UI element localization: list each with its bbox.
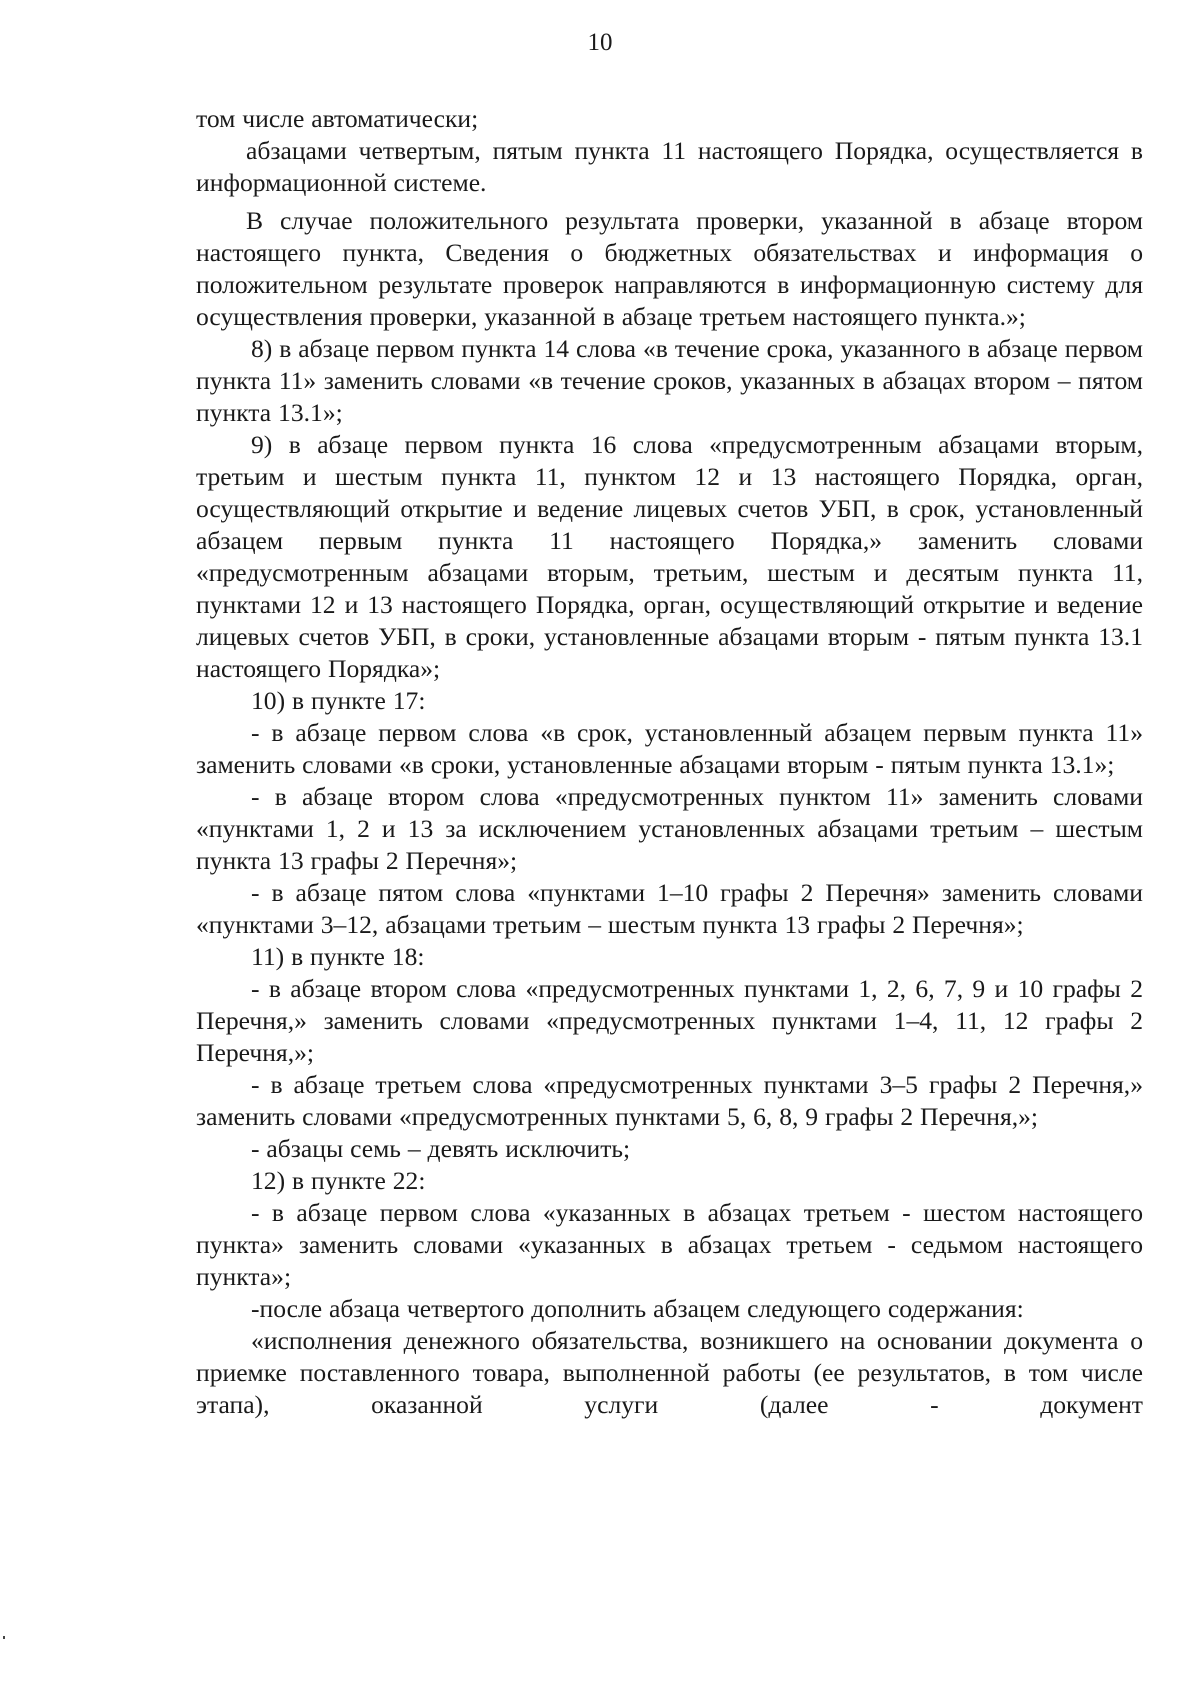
paragraph: 11) в пункте 18:	[251, 942, 425, 971]
document-body	[196, 103, 1143, 1421]
paragraph: 9) в абзаце первом пункта 16 слова «предусмотренным абзацами вторым, третьим и шестым пункта 11, пунктом 12 и 13 настоящего Порядка, орган, осуществляющий открытие и ведение лицевых счетов УБП, в срок, установленный абзацем первым пункта 11 настоящего Порядка,» заменить словами «предусмотренным абзацами вторым, третьим, шестым и десятым пункта 11, пунктами 12 и 13 настоящего Порядка, орган, осуществляющий открытие и ведение лицевых счетов УБП, в сроки, установленные абзацами вторым - пятым пункта 13.1 настоящего Порядка»;	[196, 430, 1143, 683]
paragraph: - в абзаце пятом слова «пунктами 1–10 графы 2 Перечня» заменить словами «пунктами 3–12, абзацами третьим – шестым пункта 13 графы 2 Перечня»;	[196, 878, 1143, 939]
paragraph: - в абзаце третьем слова «предусмотренных пунктами 3–5 графы 2 Перечня,» заменить словами «предусмотренных пунктами 5, 6, 8, 9 графы 2 Перечня,»;	[196, 1070, 1143, 1131]
paragraph: В случае положительного результата проверки, указанной в абзаце втором настоящего пункта, Сведения о бюджетных обязательствах и информация о положительном результате проверок направляются в информационную систему для осуществления проверки, указанной в абзаце третьем настоящего пункта.»;	[196, 206, 1143, 331]
paragraph: -после абзаца четвертого дополнить абзацем следующего содержания:	[251, 1294, 1024, 1323]
paragraph: абзацами четвертым, пятым пункта 11 настоящего Порядка, осуществляется в информационной системе.	[196, 136, 1143, 197]
paragraph: - абзацы семь – девять исключить;	[251, 1134, 631, 1163]
paragraph: - в абзаце первом слова «в срок, установленный абзацем первым пункта 11» заменить словами «в сроки, установленные абзацами вторым - пятым пункта 13.1»;	[196, 718, 1143, 779]
paragraph: - в абзаце втором слова «предусмотренных пунктами 1, 2, 6, 7, 9 и 10 графы 2 Перечня,» заменить словами «предусмотренных пунктами 1–4, 11, 12 графы 2 Перечня,»;	[196, 974, 1143, 1067]
page-number: 10	[587, 29, 613, 56]
scan-speck	[3, 1636, 5, 1639]
paragraph: 10) в пункте 17:	[251, 686, 426, 715]
paragraph: «исполнения денежного обязательства, возникшего на основании документа о приемке поставленного товара, выполненной работы (ее результатов, в том числе этапа), оказанной услуги (далее - документ	[196, 1326, 1143, 1419]
paragraph: - в абзаце первом слова «указанных в абзацах третьем - шестом настоящего пункта» заменить словами «указанных в абзацах третьем - седьмом настоящего пункта»;	[196, 1198, 1143, 1291]
paragraph: том числе автоматически;	[196, 104, 479, 133]
paragraph: 8) в абзаце первом пункта 14 слова «в течение срока, указанного в абзаце первом пункта 11» заменить словами «в течение сроков, указанных в абзацах втором – пятом пункта 13.1»;	[196, 334, 1143, 427]
paragraph: 12) в пункте 22:	[251, 1166, 426, 1195]
paragraph: - в абзаце втором слова «предусмотренных пунктом 11» заменить словами «пунктами 1, 2 и 13 за исключением установленных абзацами третьим – шестым пункта 13 графы 2 Перечня»;	[196, 782, 1143, 875]
